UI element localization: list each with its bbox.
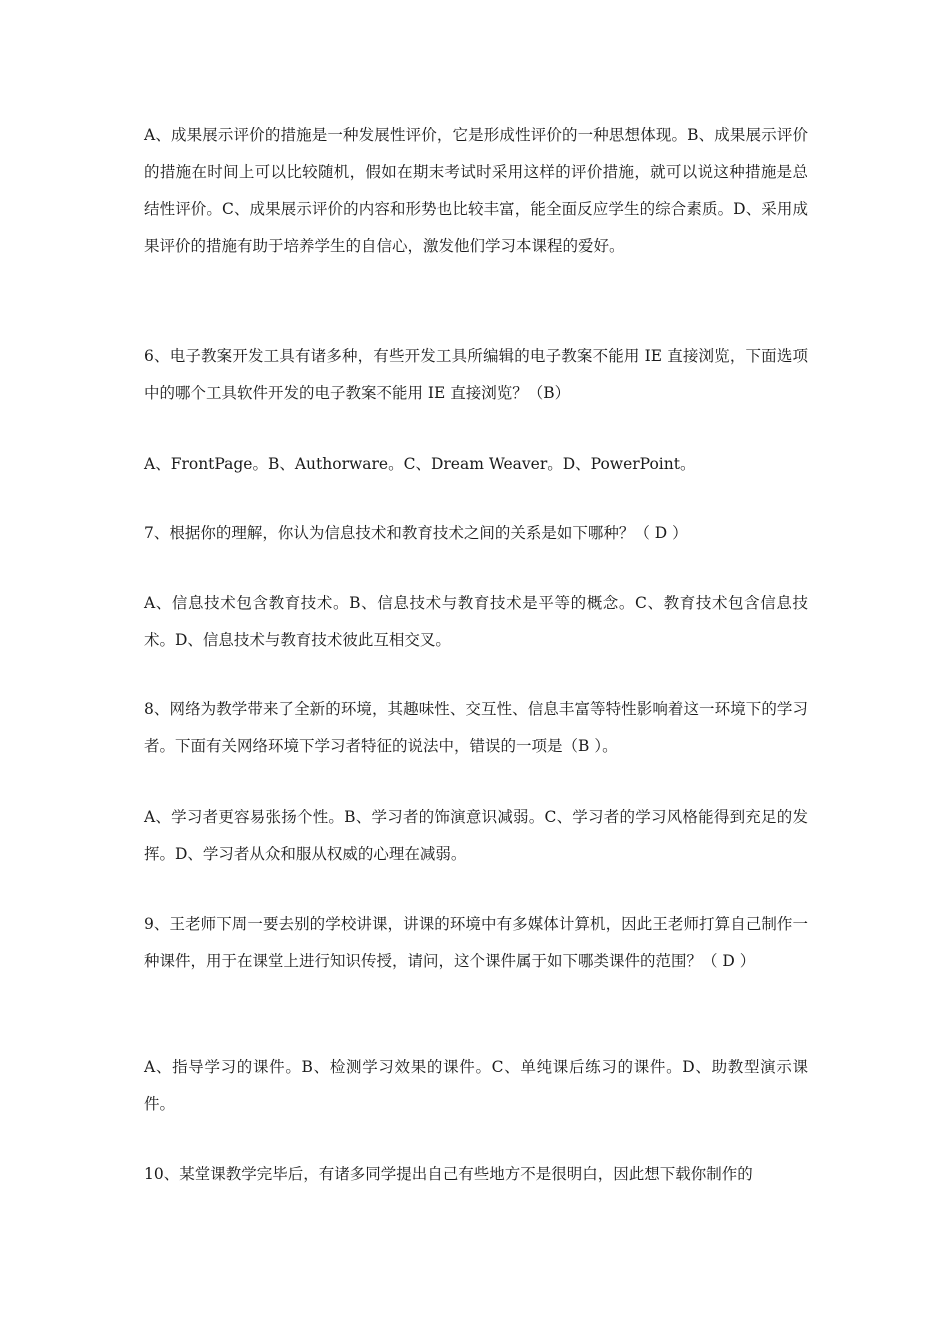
question-9: 9、王老师下周一要去别的学校讲课，讲课的环境中有多媒体计算机，因此王老师打算自己制作一种课件，用于在课堂上进行知识传授，请问，这个课件属于如下哪类课件的范围？（ D ） (144, 915, 808, 970)
question-6: 6、电子教案开发工具有诸多种，有些开发工具所编辑的电子教案不能用 IE 直接浏览，下面选项中的哪个工具软件开发的电子教案不能用 IE 直接浏览？（B） (144, 347, 808, 402)
answer-options-q5: A、成果展示评价的措施是一种发展性评价，它是形成性评价的一种思想体现。B、成果展示评价的措施在时间上可以比较随机，假如在期末考试时采用这样的评价措施，就可以说这种措施是总结性评价。C、成果展示评价的内容和形势也比较丰富，能全面反应学生的综合素质。D、采用成果评价的措施有助于培养学生的自信心，激发他们学习本课程的爱好。 (144, 126, 808, 255)
answer-options-q7: A、信息技术包含教育技术。B、信息技术与教育技术是平等的概念。C、教育技术包含信息技术。D、信息技术与教育技术彼此互相交叉。 (144, 594, 808, 649)
question-7: 7、根据你的理解，你认为信息技术和教育技术之间的关系是如下哪种？（ D ） (144, 524, 688, 542)
question-8: 8、网络为教学带来了全新的环境，其趣味性、交互性、信息丰富等特性影响着这一环境下的学习者。下面有关网络环境下学习者特征的说法中，错误的一项是（B ）。 (144, 700, 808, 755)
answer-options-q8: A、学习者更容易张扬个性。B、学习者的饰演意识减弱。C、学习者的学习风格能得到充足的发挥。D、学习者从众和服从权威的心理在减弱。 (144, 808, 808, 863)
answer-options-q9: A、指导学习的课件。B、检测学习效果的课件。C、单纯课后练习的课件。D、助教型演示课件。 (144, 1058, 808, 1113)
question-10: 10、某堂课教学完毕后，有诸多同学提出自己有些地方不是很明白，因此想下载你制作的 (144, 1165, 753, 1183)
answer-options-q6: A、FrontPage。B、Authorware。C、Dream Weaver。D、PowerPoint。 (144, 455, 696, 473)
